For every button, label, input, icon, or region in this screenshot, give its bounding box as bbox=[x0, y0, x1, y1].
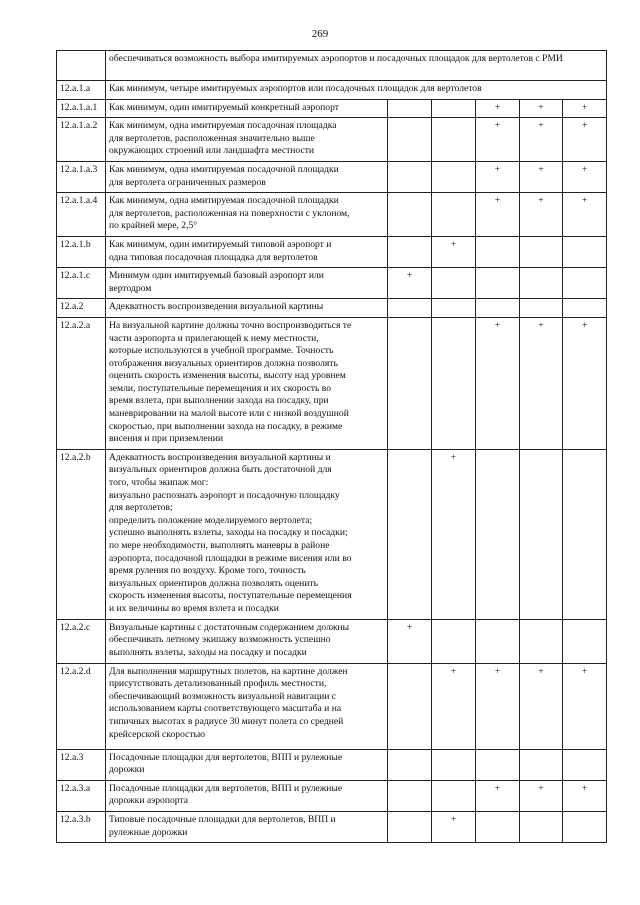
applicability-mark-col-2 bbox=[432, 299, 476, 318]
table-row bbox=[57, 749, 607, 780]
applicability-mark-col-1: + bbox=[388, 268, 432, 299]
applicability-mark-col-3: + bbox=[476, 161, 520, 192]
row-code bbox=[57, 51, 106, 81]
applicability-mark-col-3 bbox=[476, 619, 520, 663]
applicability-mark-col-1 bbox=[388, 449, 432, 619]
applicability-mark-col-3 bbox=[476, 299, 520, 318]
applicability-mark-col-5: + bbox=[563, 99, 607, 118]
applicability-mark-col-4: + bbox=[520, 193, 563, 237]
table-row bbox=[57, 812, 607, 843]
row-code: 12.a.3.b bbox=[57, 812, 106, 843]
applicability-mark-col-2 bbox=[432, 317, 476, 449]
table-row bbox=[57, 663, 607, 749]
row-code: 12.a.2.b bbox=[57, 449, 106, 619]
applicability-mark-col-5: + bbox=[563, 317, 607, 449]
applicability-mark-col-1 bbox=[388, 236, 432, 267]
applicability-mark-col-2 bbox=[432, 118, 476, 162]
applicability-mark-col-1 bbox=[388, 118, 432, 162]
table-row bbox=[57, 81, 607, 100]
row-description: Посадочные площадки для вертолетов, ВПП и рулежные дорожки bbox=[109, 751, 343, 776]
applicability-mark-col-1 bbox=[388, 161, 432, 192]
applicability-mark-col-5: + bbox=[563, 663, 607, 749]
table-row bbox=[57, 51, 607, 81]
applicability-mark-col-4: + bbox=[520, 780, 563, 811]
row-description: Адекватность воспроизведения визуальной картины и визуальных ориентиров должна быть достаточной для того, чтобы экипаж мог: визуально распознать аэропорт и посадочную площадку для вертолетов; определить положение моделируемого вертолета; успешно выполнять взлеты, заходы на посадку и посадки; по мере необходимости, выполнять маневры в районе аэропорта, посадочной площадки в режиме висения или во время руления по воздуху. Кроме того, точность визуальных ориентиров должна позволять оценить скорость изменения высоты, поступательные перемещения и их величины во время взлета и посадки bbox=[109, 451, 352, 614]
applicability-mark-col-4: + bbox=[520, 118, 563, 162]
applicability-mark-col-4: + bbox=[520, 161, 563, 192]
row-code: 12.a.1.a.3 bbox=[57, 161, 106, 192]
applicability-mark-col-4 bbox=[520, 268, 563, 299]
applicability-mark-col-2: + bbox=[432, 812, 476, 843]
applicability-mark-col-3 bbox=[476, 812, 520, 843]
table-row bbox=[57, 299, 607, 318]
applicability-mark-col-3 bbox=[476, 449, 520, 619]
table-row bbox=[57, 780, 607, 811]
table-row bbox=[57, 619, 607, 663]
applicability-mark-col-1 bbox=[388, 749, 432, 780]
applicability-mark-col-2 bbox=[432, 161, 476, 192]
applicability-mark-col-2: + bbox=[432, 236, 476, 267]
applicability-mark-col-5: + bbox=[563, 118, 607, 162]
row-description: Адекватность воспроизведения визуальной картины bbox=[109, 301, 324, 313]
applicability-mark-col-2 bbox=[432, 268, 476, 299]
row-description: Как минимум, одна имитируемая посадочной площадки для вертолетов, расположенная на поверхности с уклоном, по крайней мере, 2,5° bbox=[109, 195, 350, 232]
row-code: 12.a.1.a.4 bbox=[57, 193, 106, 237]
applicability-mark-col-3: + bbox=[476, 317, 520, 449]
applicability-mark-col-4 bbox=[520, 236, 563, 267]
applicability-mark-col-4 bbox=[520, 812, 563, 843]
row-code: 12.a.2.d bbox=[57, 663, 106, 749]
table-row bbox=[57, 118, 607, 162]
row-description: Минимум один имитируемый базовый аэропорт или вертодром bbox=[109, 270, 324, 294]
applicability-mark-col-5 bbox=[563, 619, 607, 663]
applicability-mark-col-4 bbox=[520, 449, 563, 619]
row-code: 12.a.1.a.2 bbox=[57, 118, 106, 162]
row-code: 12.a.1.c bbox=[57, 268, 106, 299]
applicability-mark-col-2: + bbox=[432, 663, 476, 749]
table-row bbox=[57, 268, 607, 299]
row-description: Как минимум, четыре имитируемых аэропортов или посадочных площадок для вертолетов bbox=[109, 83, 482, 94]
row-description: Как минимум, одна имитируемая посадочная площадка для вертолетов, расположенная значительно выше окружающих строений или ландшафта местности bbox=[109, 120, 337, 157]
applicability-mark-col-1 bbox=[388, 99, 432, 118]
table-row bbox=[57, 449, 607, 619]
row-description: обеспечиваться возможность выбора имитируемых аэропортов и посадочных площадок для вертолетов с РМИ bbox=[109, 53, 563, 64]
row-code: 12.a.1.b bbox=[57, 236, 106, 267]
row-description: Типовые посадочные площадки для вертолетов, ВПП и рулежные дорожки bbox=[109, 814, 336, 838]
applicability-mark-col-1 bbox=[388, 317, 432, 449]
applicability-mark-col-2 bbox=[432, 749, 476, 780]
row-code: 12.a.2.a bbox=[57, 317, 106, 449]
applicability-mark-col-4 bbox=[520, 749, 563, 780]
applicability-mark-col-2 bbox=[432, 99, 476, 118]
applicability-mark-col-1 bbox=[388, 780, 432, 811]
applicability-mark-col-4: + bbox=[520, 663, 563, 749]
row-code: 12.a.1.a.1 bbox=[57, 99, 106, 118]
table-row bbox=[57, 193, 607, 237]
row-description: Как минимум, один имитируемый типовой аэропорт и одна типовая посадочная площадка для вертолетов bbox=[109, 238, 332, 263]
applicability-mark-col-1 bbox=[388, 193, 432, 237]
applicability-mark-col-4 bbox=[520, 619, 563, 663]
row-description: Посадочные площадки для вертолетов, ВПП и рулежные дорожки аэропорта bbox=[109, 782, 343, 807]
applicability-mark-col-4: + bbox=[520, 317, 563, 449]
applicability-mark-col-1 bbox=[388, 299, 432, 318]
applicability-mark-col-3 bbox=[476, 268, 520, 299]
row-code: 12.a.2 bbox=[57, 299, 106, 318]
page-number: 269 bbox=[311, 28, 329, 40]
applicability-mark-col-3: + bbox=[476, 99, 520, 118]
table-row bbox=[57, 161, 607, 192]
table-row bbox=[57, 99, 607, 118]
table-row bbox=[57, 236, 607, 267]
row-description: Как минимум, один имитируемый конкретный аэропорт bbox=[109, 101, 339, 113]
applicability-mark-col-4 bbox=[520, 299, 563, 318]
applicability-mark-col-3: + bbox=[476, 193, 520, 237]
applicability-mark-col-2 bbox=[432, 619, 476, 663]
applicability-mark-col-1 bbox=[388, 663, 432, 749]
applicability-mark-col-5 bbox=[563, 749, 607, 780]
applicability-mark-col-5: + bbox=[563, 161, 607, 192]
row-code: 12.a.3.a bbox=[57, 780, 106, 811]
row-description: Визуальные картины с достаточным содержанием должны обеспечивать летному экипажу возможность успешно выполнять взлеты, заходы на посадку и посадки bbox=[109, 621, 350, 659]
applicability-mark-col-2 bbox=[432, 780, 476, 811]
applicability-mark-col-5 bbox=[563, 812, 607, 843]
applicability-mark-col-3: + bbox=[476, 118, 520, 162]
applicability-mark-col-5: + bbox=[563, 193, 607, 237]
applicability-mark-col-2: + bbox=[432, 449, 476, 619]
applicability-mark-col-5 bbox=[563, 236, 607, 267]
applicability-mark-col-1: + bbox=[388, 619, 432, 663]
table-row bbox=[57, 317, 607, 449]
applicability-mark-col-2 bbox=[432, 193, 476, 237]
row-code: 12.a.3 bbox=[57, 749, 106, 780]
row-code: 12.a.1.a bbox=[57, 81, 106, 100]
applicability-mark-col-5 bbox=[563, 449, 607, 619]
applicability-mark-col-3: + bbox=[476, 780, 520, 811]
applicability-mark-col-3: + bbox=[476, 663, 520, 749]
requirements-table-body bbox=[57, 51, 607, 843]
row-description: Для выполнения маршрутных полетов, на картине должен присутствовать детализованный профиль местности, обеспечивающий возможность визуальной навигации с использованием карты соответствующего масштаба и на типичных высотах в радиусе 30 минут полета со средней крейсерской скоростью bbox=[109, 665, 348, 740]
requirements-table bbox=[56, 50, 607, 843]
applicability-mark-col-1 bbox=[388, 812, 432, 843]
applicability-mark-col-3 bbox=[476, 749, 520, 780]
applicability-mark-col-4: + bbox=[520, 99, 563, 118]
applicability-mark-col-5 bbox=[563, 299, 607, 318]
row-code: 12.a.2.c bbox=[57, 619, 106, 663]
applicability-mark-col-5 bbox=[563, 268, 607, 299]
row-description: На визуальной картине должны точно воспроизводиться те части аэропорта и прилегающей к нему местности, которые используются в учебной программе. Точность отображения визуальных ориентиров должна позволять оценить скорость изменения высоты, высоту над уровнем земли, поступательные перемещения и их скорость во время взлета, при выполнении захода на посадку, при маневрировании на малой высоте или с низкой воздушной скоростью, при выполнении захода на посадку, в режиме висения и при приземлении bbox=[109, 319, 352, 445]
applicability-mark-col-5: + bbox=[563, 780, 607, 811]
row-description: Как минимум, одна имитируемая посадочной площадки для вертолета ограниченных размеров bbox=[109, 163, 339, 188]
applicability-mark-col-3 bbox=[476, 236, 520, 267]
